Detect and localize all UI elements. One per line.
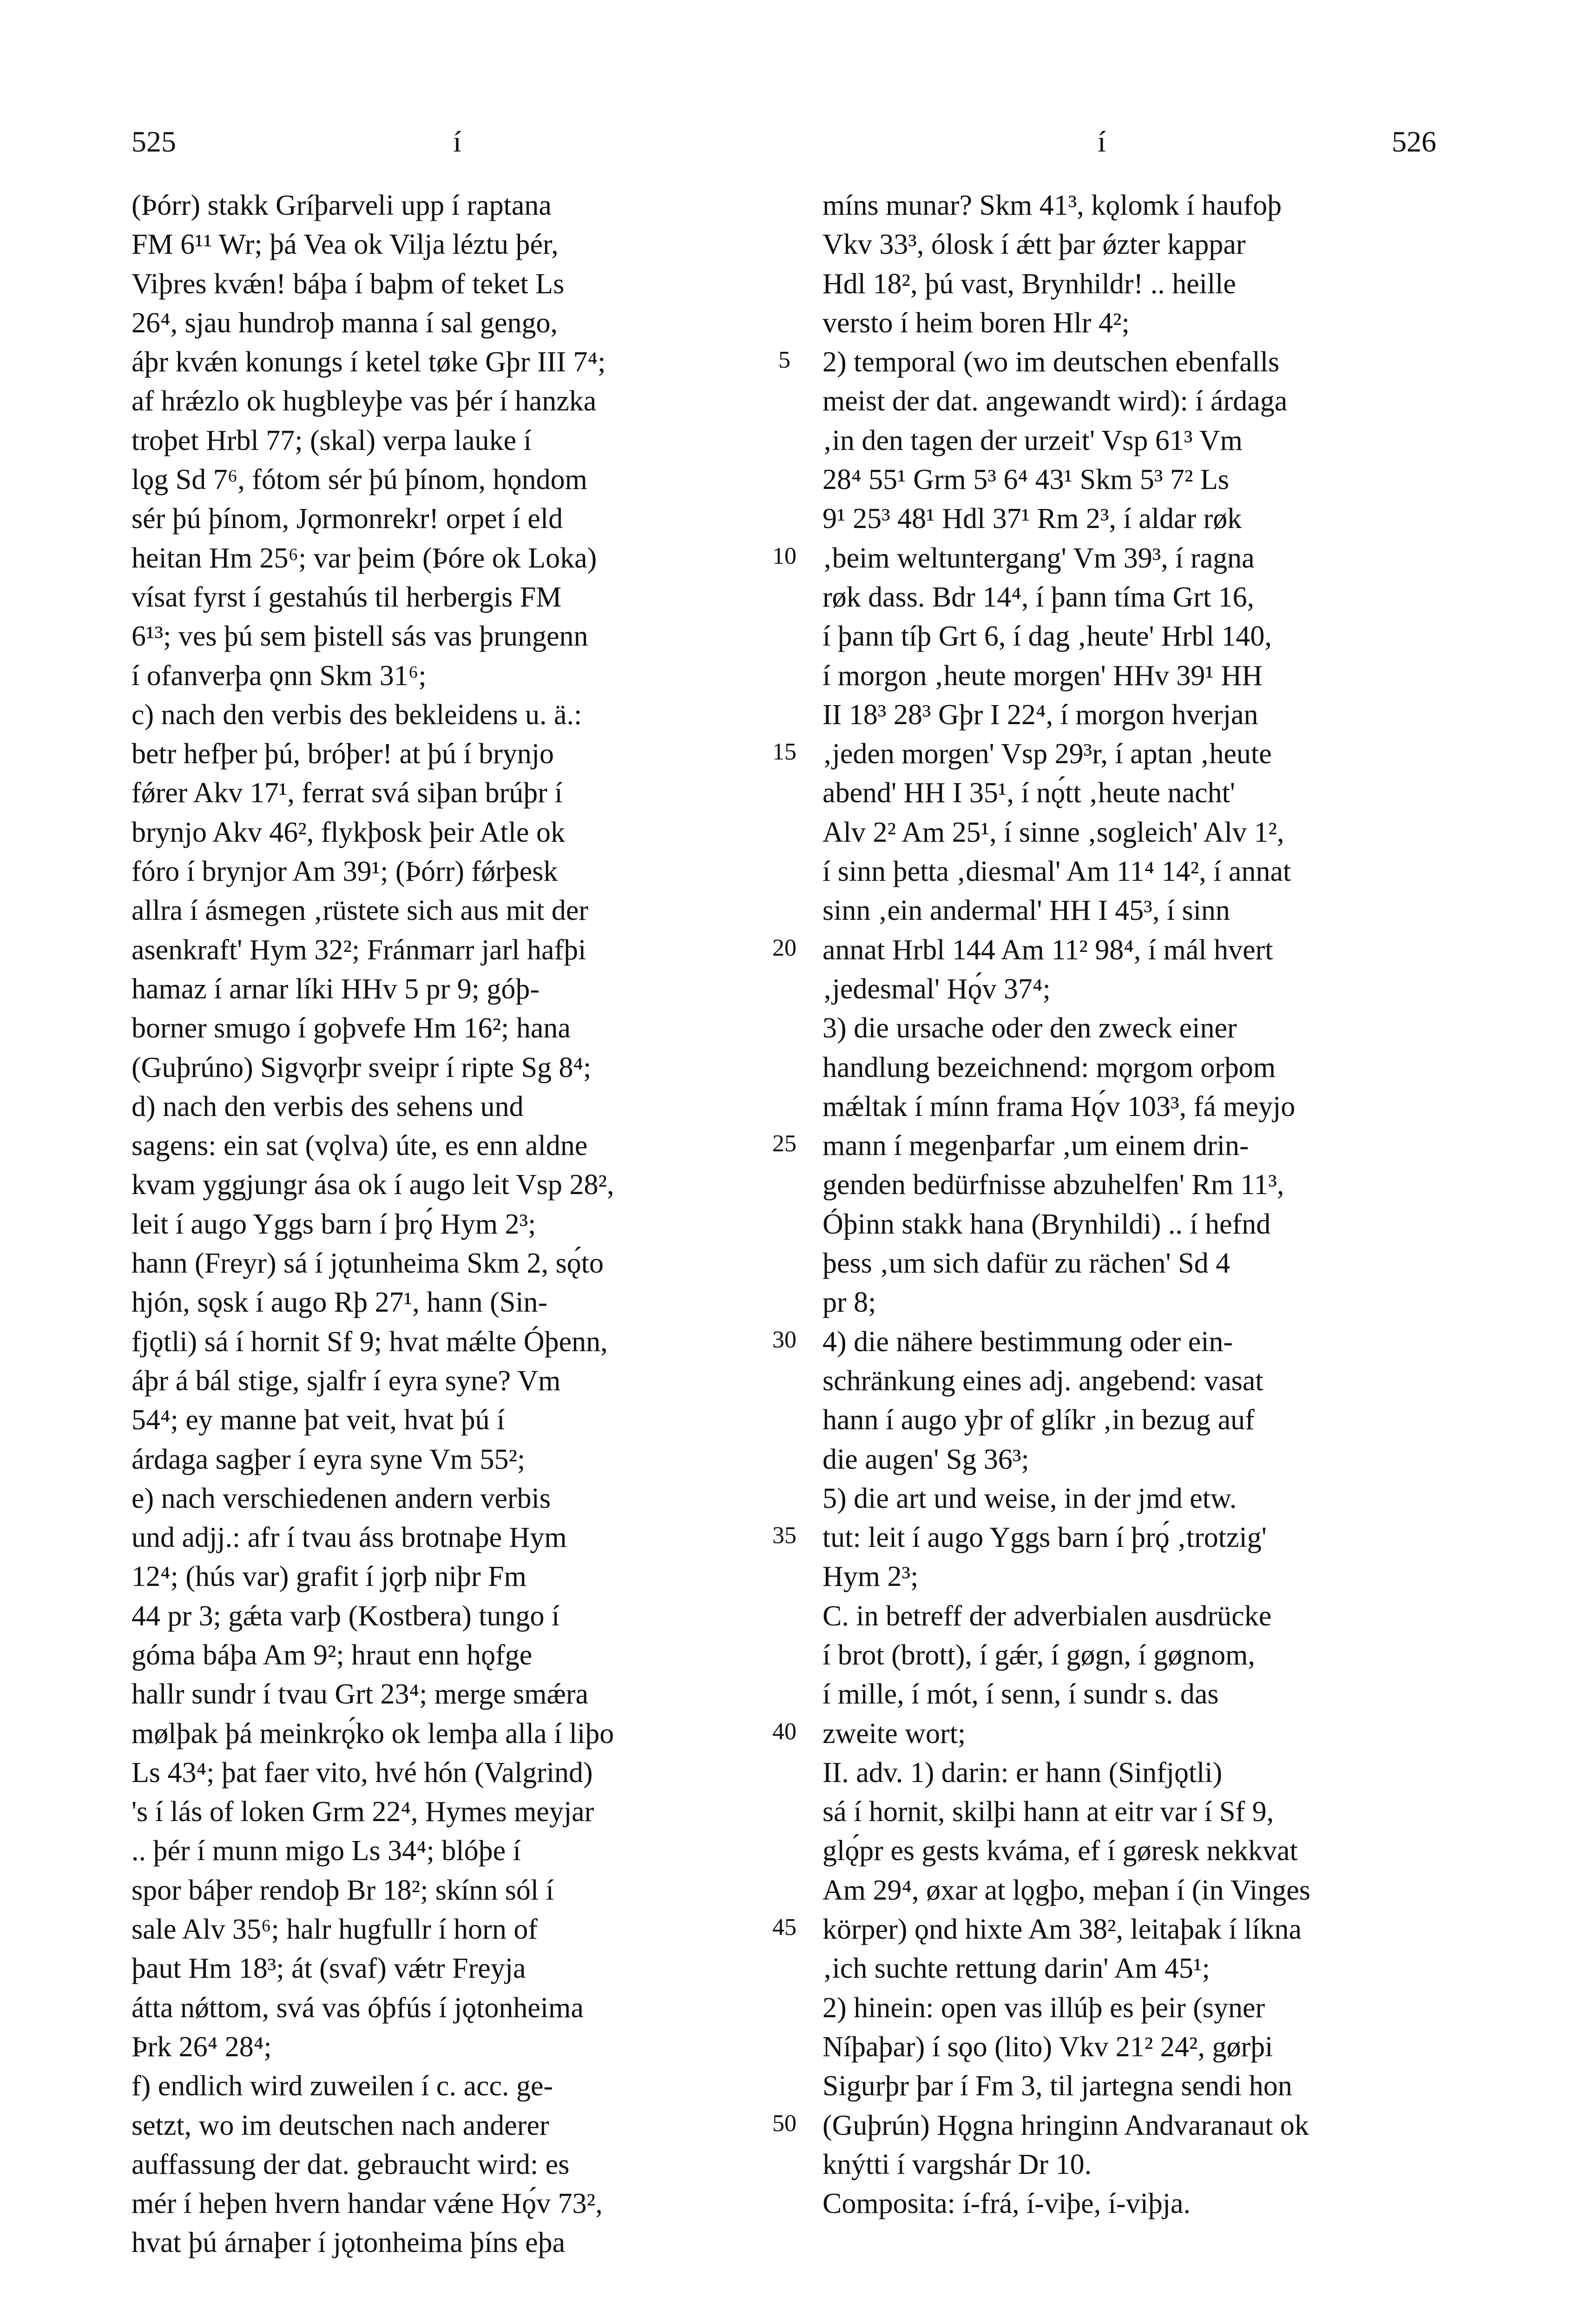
text-line: asenkraft' Hym 32²; Fránmarr jarl hafþi [132,934,586,966]
text-line: II. adv. 1) darin: er hann (Sinfjǫtli) [822,1756,1223,1789]
text-line: handlung bezeichnend: mǫrgom orþom [822,1051,1276,1083]
text-line: áþr kvǽn konungs í ketel tøke Gþr III 7⁴; [132,346,606,378]
text-line: (Guþrúno) Sigvǫrþr sveipr í ripte Sg 8⁴; [132,1051,592,1083]
text-line: glǫ́pr es gests kváma, ef í gøresk nekkvat [822,1835,1298,1867]
text-line: schränkung eines adj. angebend: vasat [822,1365,1263,1397]
text-line: d) nach den verbis des sehens und [132,1090,524,1122]
text-line: 12⁴; (hús var) grafit í jǫrþ niþr Fm [132,1561,526,1593]
text-line: þess ‚um sich dafür zu rächen' Sd 4 [822,1248,1230,1280]
line-number: 20 [772,934,796,961]
text-line: sinn ‚ein andermal' HH I 45³, í sinn [822,895,1230,927]
text-line: mǽltak í mínn frama Hǫ́v 103³, fá meyjo [822,1090,1296,1122]
text-line: kvam yggjungr ása ok í augo leit Vsp 28², [132,1169,614,1201]
left-column [132,186,754,2263]
line-number: 40 [772,1718,796,1745]
text-line: Ls 43⁴; þat faer vito, hvé hón (Valgrind) [132,1756,593,1789]
left-page-number: 525 [132,125,176,158]
text-line: hann (Freyr) sá í jǫtunheima Skm 2, sǫ́to [132,1248,604,1280]
text-line: 28⁴ 55¹ Grm 5³ 6⁴ 43¹ Skm 5³ 7² Ls [822,464,1230,496]
text-line: 9¹ 25³ 48¹ Hdl 37¹ Rm 2³, í aldar røk [822,503,1242,535]
text-line: Alv 2² Am 25¹, í sinne ‚sogleich' Alv 1², [822,816,1284,848]
text-line: abend' HH I 35¹, í nǫ́tt ‚heute nacht' [822,777,1236,809]
text-line: II 18³ 28³ Gþr I 22⁴, í morgon hverjan [822,699,1258,731]
text-line: c) nach den verbis des bekleidens u. ä.: [132,699,582,731]
text-line: FM 6¹¹ Wr; þá Vea ok Vilja léztu þér, [132,229,559,261]
text-line: sér þú þínom, Jǫrmonrekr! orpet í eld [132,503,563,535]
text-line: vísat fyrst í gestahús til herbergis FM [132,581,562,613]
text-line: betr hefþer þú, bróþer! at þú í brynjo [132,738,554,770]
text-line: 5) die art und weise, in der jmd etw. [822,1482,1237,1514]
text-line: af hrǽzlo ok hugbleyþe vas þér í hanzka [132,385,597,417]
text-line: Hym 2³; [822,1561,919,1593]
line-number: 10 [772,542,796,569]
text-line: ‚in den tagen der urzeit' Vsp 61³ Vm [822,424,1243,456]
text-line: lǫg Sd 7⁶, fótom sér þú þínom, hǫndom [132,464,587,496]
text-line: í brot (brott), í gǽr, í gøgn, í gøgnom, [822,1639,1255,1671]
line-number: 5 [778,347,790,374]
text-line: sale Alv 35⁶; halr hugfullr í horn of [132,1914,538,1946]
text-line: f) endlich wird zuweilen í c. acc. ge- [132,2070,553,2102]
text-line: heitan Hm 25⁶; var þeim (Þóre ok Loka) [132,542,597,574]
text-line: Þrk 26⁴ 28⁴; [132,2031,272,2063]
text-line: e) nach verschiedenen andern verbis [132,1482,551,1514]
text-line: Óþinn stakk hana (Brynhildi) .. í hefnd [822,1208,1271,1240]
text-line: setzt, wo im deutschen nach anderer [132,2109,549,2141]
text-line: 54⁴; ey manne þat veit, hvat þú í [132,1404,505,1436]
right-page-number: 526 [1392,125,1436,158]
text-line: sá í hornit, skilþi hann at eitr var í Sf 9, [822,1796,1274,1828]
text-line: Sigurþr þar í Fm 3, til jartegna sendi hon [822,2070,1292,2102]
text-line: ‚ich suchte rettung darin' Am 45¹; [822,1953,1210,1985]
text-line: körper) ǫnd hixte Am 38², leitaþak í líkna [822,1914,1302,1946]
text-line: Am 29⁴, øxar at lǫgþo, meþan í (in Vinges [822,1874,1310,1906]
text-line: í mille, í mót, í senn, í sundr s. das [822,1678,1219,1710]
text-line: áþr á bál stige, sjalfr í eyra syne? Vm [132,1365,561,1397]
text-line: knýtti í vargshár Dr 10. [822,2148,1092,2180]
text-line: auffassung der dat. gebraucht wird: es [132,2148,570,2180]
right-running-head: í [1098,125,1106,158]
text-line: 3) die ursache oder den zweck einer [822,1012,1237,1044]
text-line: árdaga sagþer í eyra syne Vm 55²; [132,1443,526,1475]
text-line: fǿrer Akv 17¹, ferrat svá siþan brúþr í [132,777,563,809]
text-line: pr 8; [822,1287,876,1319]
text-line: Vkv 33³, ólosk í ǽtt þar ǿzter kappar [822,229,1246,261]
text-line: 44 pr 3; gǽta varþ (Kostbera) tungo í [132,1600,560,1632]
line-number: 35 [772,1522,796,1549]
text-line: Hdl 18², þú vast, Brynhildr! .. heille [822,268,1236,300]
text-line: í morgon ‚heute morgen' HHv 39¹ HH [822,660,1263,692]
text-line: (Þórr) stakk Gríþarveli upp í raptana [132,190,552,221]
text-line: átta nǿttom, svá vas óþfús í jǫtonheima [132,1992,584,2024]
text-line: Níþaþar) í sǫo (lito) Vkv 21² 24², gørþi [822,2031,1273,2063]
text-line: míns munar? Skm 41³, kǫlomk í haufoþ [822,190,1282,221]
text-line: þaut Hm 18³; át (svaf) vǽtr Freyja [132,1953,526,1985]
text-line: hamaz í arnar líki HHv 5 pr 9; góþ- [132,973,540,1005]
line-number: 45 [772,1914,796,1941]
text-line: (Guþrún) Hǫgna hringinn Andvaranaut ok [822,2109,1309,2141]
text-line: versto í heim boren Hlr 4²; [822,307,1130,339]
right-column [822,186,1445,2223]
line-number: 15 [772,739,796,766]
text-line: fóro í brynjor Am 39¹; (Þórr) fǿrþesk [132,856,558,888]
text-line: hjón, sǫsk í augo Rþ 27¹, hann (Sin- [132,1287,548,1319]
left-running-head: í [453,125,461,158]
text-line: 26⁴, sjau hundroþ manna í sal gengo, [132,307,558,339]
text-line: 2) temporal (wo im deutschen ebenfalls [822,346,1280,378]
text-line: .. þér í munn migo Ls 34⁴; blóþe í [132,1835,521,1867]
text-line: 6¹³; ves þú sem þistell sás vas þrungenn [132,621,588,653]
text-line: genden bedürfnisse abzuhelfen' Rm 11³, [822,1169,1284,1201]
text-line: 4) die nähere bestimmung oder ein- [822,1326,1233,1358]
text-line: hvat þú árnaþer í jǫtonheima þíns eþa [132,2227,566,2259]
text-line: Viþres kvǽn! báþa í baþm of teket Ls [132,268,565,300]
text-line: Composita: í-frá, í-viþe, í-viþja. [822,2188,1191,2220]
text-line: tut: leit í augo Yggs barn í þrǫ́ ‚trotzig' [822,1522,1267,1554]
text-line: 2) hinein: open vas illúþ es þeir (syner [822,1992,1265,2024]
text-line: troþet Hrbl 77; (skal) verpa lauke í [132,424,532,456]
text-line: sagens: ein sat (vǫlva) úte, es enn aldne [132,1130,588,1162]
text-line: røk dass. Bdr 14⁴, í þann tíma Grt 16, [822,581,1255,613]
text-line: allra í ásmegen ‚rüstete sich aus mit der [132,895,589,927]
text-line: brynjo Akv 46², flykþosk þeir Atle ok [132,816,566,848]
text-line: ‚jeden morgen' Vsp 29³r, í aptan ‚heute [822,738,1272,770]
text-line: zweite wort; [822,1717,966,1750]
text-line: í ofanverþa ǫnn Skm 31⁶; [132,660,427,692]
text-line: í þann tíþ Grt 6, í dag ‚heute' Hrbl 140, [822,621,1272,653]
text-line: fjǫtli) sá í hornit Sf 9; hvat mǽlte Óþenn, [132,1326,608,1358]
text-line: góma báþa Am 9²; hraut enn hǫfge [132,1639,533,1671]
line-number: 50 [772,2110,796,2137]
text-line: í sinn þetta ‚diesmal' Am 11⁴ 14², í annat [822,856,1291,888]
text-line: C. in betreff der adverbialen ausdrücke [822,1600,1272,1632]
text-line: und adjj.: afr í tvau áss brotnaþe Hym [132,1522,567,1554]
text-line: ‚jedesmal' Hǫ́v 37⁴; [822,973,1051,1005]
text-line: mann í megenþarfar ‚um einem drin- [822,1130,1249,1162]
text-line: hallr sundr í tvau Grt 23⁴; merge smǽra [132,1678,589,1710]
text-line: mølþak þá meinkrǫ́ko ok lemþa alla í liþo [132,1717,614,1750]
text-line: annat Hrbl 144 Am 11² 98⁴, í mál hvert [822,934,1273,966]
text-line: leit í augo Yggs barn í þrǫ́ Hym 2³; [132,1208,536,1240]
text-line: mér í heþen hvern handar vǽne Hǫ́v 73², [132,2188,603,2220]
text-line: die augen' Sg 36³; [822,1443,1029,1475]
line-number: 30 [772,1326,796,1353]
text-line: 's í lás of loken Grm 22⁴, Hymes meyjar [132,1796,594,1828]
text-line: ‚beim weltuntergang' Vm 39³, í ragna [822,542,1255,574]
line-number: 25 [772,1130,796,1157]
text-line: meist der dat. angewandt wird): í árdaga [822,385,1288,417]
text-line: hann í augo yþr of glíkr ‚in bezug auf [822,1404,1255,1436]
text-line: borner smugo í goþvefe Hm 16²; hana [132,1012,571,1044]
text-line: spor báþer rendoþ Br 18²; skínn sól í [132,1874,554,1906]
